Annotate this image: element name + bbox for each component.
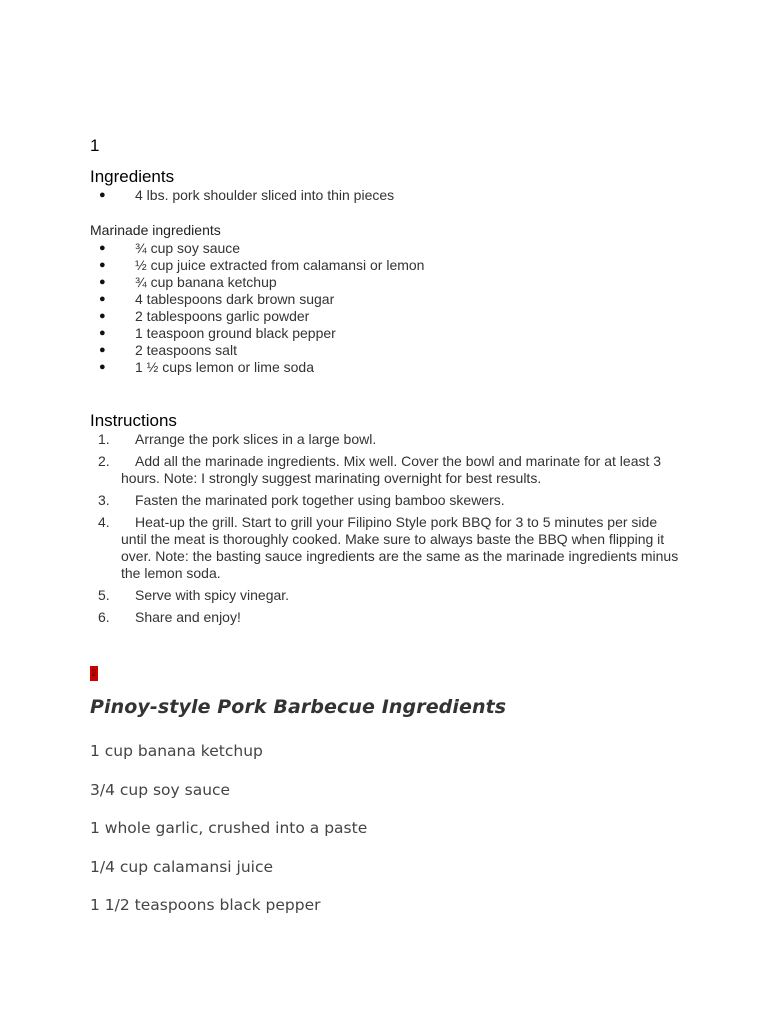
instruction-step	[0, 431, 768, 448]
step-text: Serve with spicy vinegar.	[135, 587, 290, 603]
ingredients-heading: Ingredients	[90, 167, 175, 186]
instruction-step	[0, 492, 768, 509]
step-text: Add all the marinade ingredients. Mix well. Cover the bowl and marinate for at least 3 hours. Note: I strongly suggest marinating overnight for best results.	[121, 453, 662, 486]
step-text: Fasten the marinated pork together using bamboo skewers.	[135, 492, 505, 508]
step-number: 3.	[98, 492, 110, 508]
instruction-step	[0, 587, 768, 604]
list-item: 1 whole garlic, crushed into a paste	[90, 819, 368, 837]
bullet-icon: ●	[99, 276, 106, 288]
ingredient-text: ½ cup juice extracted from calamansi or lemon	[135, 257, 425, 273]
step-number: 6.	[98, 609, 110, 625]
ingredient-text: 4 tablespoons dark brown sugar	[135, 291, 335, 307]
list-item	[0, 257, 700, 274]
bullet-icon: ●	[99, 310, 106, 322]
instruction-step	[0, 609, 768, 626]
marinade-label: Marinade ingredients	[90, 222, 221, 238]
section-number-1: 1	[90, 136, 100, 155]
list-item	[0, 359, 700, 376]
list-item	[0, 342, 700, 359]
step-text: Heat-up the grill. Start to grill your Filipino Style pork BBQ for 3 to 5 minutes per side until the meat is thoroughly cooked. Make sure to always baste the BBQ when flipping it over. Note: the basting sauce ingredients are the same as the marinade ingredients minus the lemon soda.	[121, 514, 679, 581]
list-item: 1/4 cup calamansi juice	[90, 857, 274, 876]
bullet-icon: ●	[99, 327, 106, 339]
ingredient-text: ¾ cup soy sauce	[135, 240, 241, 256]
bullet-icon: ●	[99, 242, 106, 254]
instruction-step	[0, 514, 768, 582]
bullet-icon: ●	[99, 361, 106, 373]
ingredient-text: 2 tablespoons garlic powder	[135, 308, 310, 324]
pinoy-ingredients-list	[90, 742, 367, 935]
instructions-list	[0, 431, 768, 631]
step-text: Arrange the pork slices in a large bowl.	[135, 431, 377, 447]
list-item	[0, 291, 700, 308]
ingredient-text: 4 lbs. pork shoulder sliced into thin pieces	[135, 187, 395, 203]
list-item	[0, 240, 700, 257]
step-number: 5.	[98, 587, 110, 603]
step-number: 4.	[98, 514, 110, 530]
list-item: 1 cup banana ketchup	[90, 742, 263, 760]
ingredient-text: 1 teaspoon ground black pepper	[135, 325, 336, 341]
step-number: 1.	[98, 431, 110, 447]
list-item	[0, 187, 700, 204]
instructions-heading: Instructions	[90, 411, 177, 430]
pinoy-bbq-heading: Pinoy-style Pork Barbecue Ingredients	[90, 696, 507, 718]
step-number: 2.	[98, 453, 110, 469]
step-text: Share and enjoy!	[135, 609, 241, 625]
list-item: 1 1/2 teaspoons black pepper	[90, 896, 321, 914]
marinade-ingredients-list	[0, 240, 700, 376]
bullet-icon: ●	[99, 189, 106, 201]
list-item	[0, 274, 700, 291]
main-ingredients-list	[0, 187, 700, 204]
list-item	[0, 308, 700, 325]
bullet-icon: ●	[99, 259, 106, 271]
bullet-icon: ●	[99, 344, 106, 356]
ingredient-text: 2 teaspoons salt	[135, 342, 237, 358]
ingredient-text: 1 ½ cups lemon or lime soda	[135, 359, 314, 375]
instruction-step	[0, 453, 768, 487]
section-number-2-marker: 2	[90, 666, 98, 681]
list-item	[0, 325, 700, 342]
ingredient-text: ¾ cup banana ketchup	[135, 274, 277, 290]
list-item: 3/4 cup soy sauce	[90, 780, 231, 799]
bullet-icon: ●	[99, 293, 106, 305]
